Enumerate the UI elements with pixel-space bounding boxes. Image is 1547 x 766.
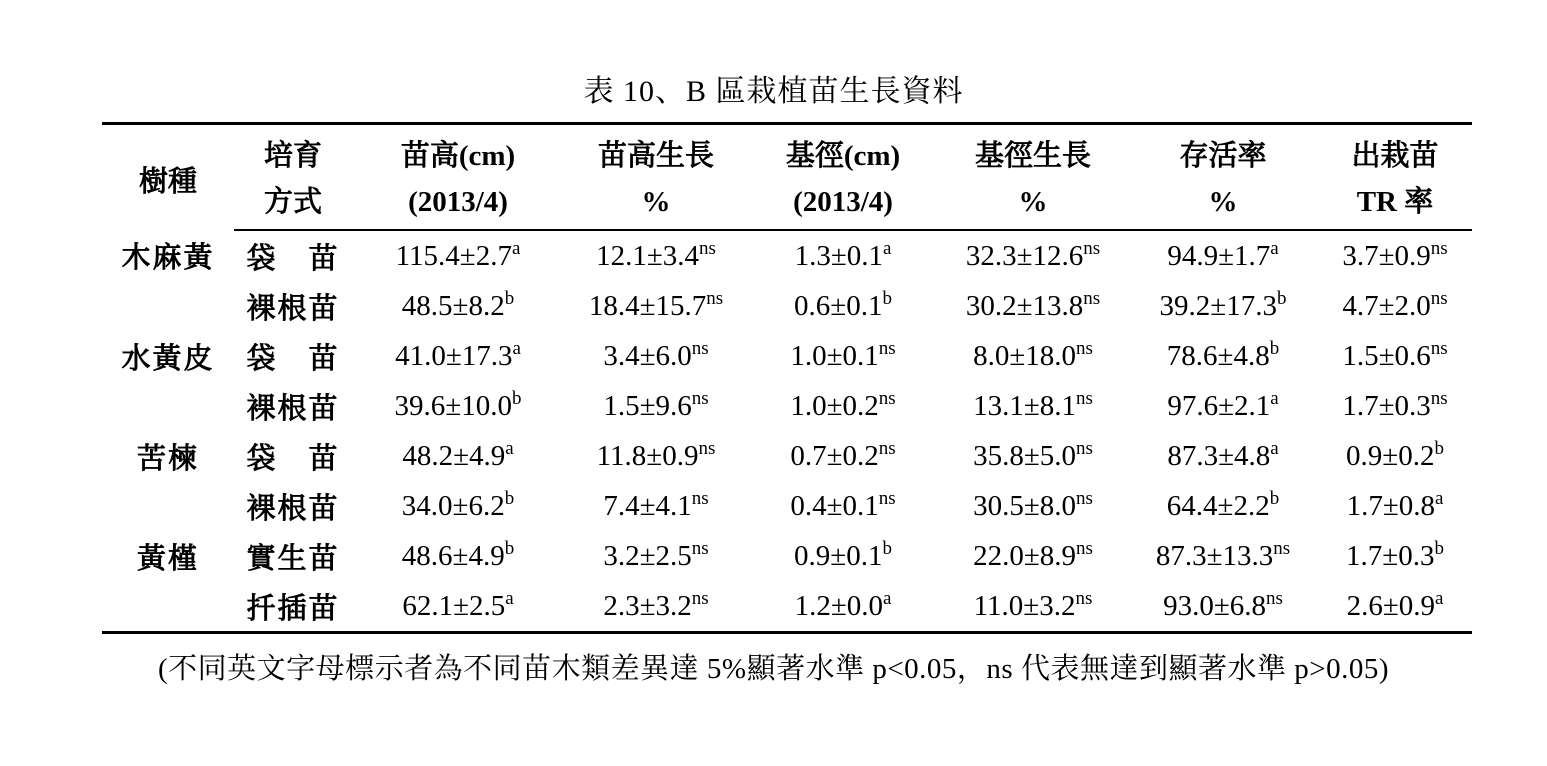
cell-height-value: 48.6±4.9	[401, 539, 505, 572]
cell-diameter-growth-value: 22.0±8.9	[973, 539, 1076, 572]
cell-survival	[1128, 481, 1318, 531]
cell-height-growth-value: 12.1±3.4	[596, 239, 699, 272]
cell-height	[352, 481, 564, 531]
header-height-line2: (2013/4)	[352, 179, 564, 230]
cell-diameter-growth-significance: ns	[1076, 337, 1093, 359]
cell-diameter	[748, 381, 938, 431]
cell-height-value: 48.2±4.9	[402, 439, 506, 472]
header-species: 樹種	[102, 124, 234, 231]
cell-height-significance: a	[512, 337, 521, 359]
cell-tr	[1318, 230, 1472, 281]
cell-height	[352, 581, 564, 633]
cell-species	[102, 481, 234, 531]
cell-height-growth	[564, 381, 748, 431]
header-survival-line2: %	[1128, 179, 1318, 230]
header-tr-line1: 出栽苗	[1318, 124, 1472, 180]
cell-diameter-value: 1.0±0.2	[790, 389, 879, 422]
cell-height-growth-significance: ns	[698, 437, 716, 459]
header-height-line1: 苗高(cm)	[352, 124, 564, 180]
cell-height-significance: a	[511, 237, 521, 259]
cell-survival-value: 39.2±17.3	[1159, 289, 1277, 322]
cell-diameter-value: 1.3±0.1	[794, 239, 883, 272]
cell-height-growth-value: 11.8±0.9	[596, 439, 699, 472]
cell-height-growth-significance: ns	[691, 587, 709, 609]
cell-survival-value: 87.3±13.3	[1155, 539, 1274, 572]
cell-survival-significance: ns	[1273, 537, 1291, 559]
table-caption: 表 10、B 區栽植苗生長資料	[583, 75, 964, 108]
cell-height-growth-significance: ns	[691, 537, 709, 559]
cell-height-growth-significance: ns	[691, 337, 709, 359]
cell-diameter-growth	[938, 281, 1128, 331]
growth-data-table-container	[102, 122, 1472, 634]
cell-diameter-growth-significance: ns	[1076, 387, 1093, 409]
cell-survival-value: 64.4±2.2	[1166, 489, 1270, 522]
header-diameter-line2: (2013/4)	[748, 179, 938, 230]
cell-height-growth	[564, 230, 748, 281]
cell-diameter-value: 0.4±0.1	[790, 489, 879, 522]
cell-tr-value: 4.7±2.0	[1342, 289, 1431, 322]
cell-diameter	[748, 431, 938, 481]
cell-survival-significance: a	[1270, 387, 1279, 409]
cell-diameter-growth-value: 11.0±3.2	[973, 589, 1076, 622]
header-diameter-growth-line2: %	[938, 179, 1128, 230]
cell-tr-value: 1.7±0.3	[1342, 389, 1431, 422]
table-header	[102, 124, 1472, 231]
cell-diameter	[748, 481, 938, 531]
cell-tr-significance: ns	[1430, 237, 1448, 259]
cell-survival	[1128, 281, 1318, 331]
cell-survival-significance: a	[1270, 237, 1279, 259]
cell-diameter	[748, 581, 938, 633]
cell-survival-significance: ns	[1266, 587, 1283, 609]
cell-diameter-growth-value: 35.8±5.0	[973, 439, 1076, 472]
cell-diameter-significance: ns	[878, 337, 896, 359]
cell-diameter-growth-value: 32.3±12.6	[965, 239, 1084, 272]
cell-height-growth-value: 1.5±9.6	[603, 389, 692, 422]
cell-diameter-growth-value: 30.5±8.0	[973, 489, 1076, 522]
cell-survival-value: 94.9±1.7	[1167, 239, 1271, 272]
cell-diameter	[748, 331, 938, 381]
table-body	[102, 230, 1472, 633]
cell-tr-value: 2.6±0.9	[1346, 589, 1435, 622]
table-row	[102, 581, 1472, 633]
cell-diameter-growth-significance: ns	[1075, 587, 1093, 609]
cell-diameter-significance: ns	[878, 387, 896, 409]
cell-diameter-growth-value: 13.1±8.1	[973, 389, 1076, 422]
cell-survival-value: 93.0±6.8	[1163, 589, 1266, 622]
header-tr-line2: TR 率	[1318, 179, 1472, 230]
cell-tr-significance: a	[1434, 487, 1444, 509]
cell-height-growth-value: 3.2±2.5	[603, 539, 692, 572]
cell-tr-significance: ns	[1430, 287, 1448, 309]
cell-diameter-growth-value: 30.2±13.8	[965, 289, 1084, 322]
cell-height-growth	[564, 331, 748, 381]
cell-diameter-growth	[938, 481, 1128, 531]
cell-method: 裸根苗	[246, 392, 340, 425]
table-row	[102, 230, 1472, 281]
cell-diameter-growth	[938, 230, 1128, 281]
cell-method: 袋 苗	[246, 242, 340, 275]
table-row	[102, 481, 1472, 531]
cell-species: 苦楝	[136, 442, 199, 475]
cell-survival-significance: b	[1276, 287, 1287, 309]
cell-height-growth-value: 7.4±4.1	[603, 489, 692, 522]
cell-method: 扦插苗	[234, 581, 352, 633]
cell-tr	[1318, 281, 1472, 331]
cell-height-value: 34.0±6.2	[401, 489, 505, 522]
cell-height-significance: a	[505, 587, 514, 609]
cell-tr-significance: ns	[1430, 387, 1448, 409]
cell-diameter-growth	[938, 531, 1128, 581]
cell-survival	[1128, 331, 1318, 381]
cell-height-significance: b	[504, 537, 515, 559]
cell-diameter-value: 0.9±0.1	[794, 539, 883, 572]
cell-height-growth	[564, 431, 748, 481]
cell-height-growth-significance: ns	[706, 287, 724, 309]
table-footnote: (不同英文字母標示者為不同苗木類差異達 5%顯著水準 p<0.05，ns 代表無達到顯著水準 p>0.05)	[158, 653, 1389, 685]
cell-height-growth-value: 3.4±6.0	[603, 339, 692, 372]
cell-species	[102, 381, 234, 431]
cell-diameter-significance: a	[882, 587, 892, 609]
header-diameter-growth-line1: 基徑生長	[938, 124, 1128, 180]
cell-species: 水黃皮	[121, 342, 215, 375]
cell-tr	[1318, 381, 1472, 431]
cell-height-value: 48.5±8.2	[401, 289, 505, 322]
cell-height-significance: b	[504, 487, 515, 509]
cell-height-value: 41.0±17.3	[395, 339, 513, 372]
cell-height-significance: a	[505, 437, 514, 459]
cell-tr-value: 1.5±0.6	[1342, 339, 1431, 372]
cell-survival	[1128, 581, 1318, 633]
cell-tr-value: 1.7±0.8	[1346, 489, 1435, 522]
cell-height-growth	[564, 581, 748, 633]
cell-tr-significance: b	[1434, 537, 1444, 559]
cell-height	[352, 531, 564, 581]
cell-diameter-growth	[938, 381, 1128, 431]
cell-survival-significance: b	[1269, 487, 1280, 509]
cell-diameter-value: 0.7±0.2	[790, 439, 879, 472]
cell-diameter-growth-significance: ns	[1076, 437, 1093, 459]
growth-data-table	[102, 122, 1472, 634]
cell-survival-significance: b	[1269, 337, 1280, 359]
cell-height	[352, 281, 564, 331]
cell-tr-value: 1.7±0.3	[1346, 539, 1435, 572]
cell-species: 木麻黃	[121, 242, 215, 274]
cell-survival-value: 87.3±4.8	[1167, 439, 1271, 472]
header-method-line1: 培育	[234, 124, 352, 180]
header-height-growth-line1: 苗高生長	[564, 124, 748, 180]
cell-diameter-significance: b	[882, 537, 892, 559]
cell-height-growth-value: 18.4±15.7	[588, 289, 707, 322]
cell-survival	[1128, 230, 1318, 281]
cell-height-value: 39.6±10.0	[394, 389, 512, 422]
cell-survival	[1128, 531, 1318, 581]
cell-method: 袋 苗	[246, 342, 340, 375]
cell-method: 實生苗	[246, 542, 340, 575]
table-row	[102, 331, 1472, 381]
cell-tr-significance: b	[1434, 437, 1444, 459]
cell-method: 裸根苗	[246, 292, 340, 325]
cell-diameter-growth-significance: ns	[1076, 487, 1093, 509]
header-row-2	[102, 179, 1472, 230]
cell-height-growth	[564, 481, 748, 531]
cell-height-growth-significance: ns	[699, 237, 716, 259]
cell-height-significance: b	[504, 287, 515, 309]
cell-diameter-value: 1.2±0.0	[794, 589, 883, 622]
cell-diameter-significance: a	[882, 237, 892, 259]
cell-survival-value: 97.6±2.1	[1167, 389, 1271, 422]
cell-diameter-significance: b	[882, 287, 892, 309]
header-row-1	[102, 124, 1472, 180]
cell-survival-significance: a	[1270, 437, 1279, 459]
cell-height	[352, 381, 564, 431]
cell-diameter-value: 1.0±0.1	[790, 339, 879, 372]
cell-species: 黃槿	[136, 542, 199, 575]
table-row	[102, 431, 1472, 481]
cell-diameter	[748, 281, 938, 331]
cell-diameter-growth-significance: ns	[1083, 237, 1101, 259]
cell-height-value: 115.4±2.7	[395, 239, 512, 272]
cell-diameter-growth-significance: ns	[1076, 537, 1093, 559]
cell-tr-significance: ns	[1430, 337, 1448, 359]
cell-survival	[1128, 381, 1318, 431]
cell-survival	[1128, 431, 1318, 481]
cell-species	[102, 281, 234, 331]
cell-diameter-growth	[938, 431, 1128, 481]
header-height-growth-line2: %	[564, 179, 748, 230]
cell-tr-value: 0.9±0.2	[1346, 439, 1435, 472]
cell-height-value: 62.1±2.5	[402, 589, 506, 622]
cell-tr	[1318, 581, 1472, 633]
cell-height-growth-significance: ns	[691, 387, 709, 409]
cell-height	[352, 331, 564, 381]
cell-tr	[1318, 481, 1472, 531]
table-row	[102, 381, 1472, 431]
cell-tr	[1318, 331, 1472, 381]
cell-diameter-growth	[938, 331, 1128, 381]
cell-height-growth	[564, 281, 748, 331]
cell-tr	[1318, 531, 1472, 581]
cell-height-growth	[564, 531, 748, 581]
header-survival-line1: 存活率	[1128, 124, 1318, 180]
table-row	[102, 531, 1472, 581]
cell-diameter-growth	[938, 581, 1128, 633]
cell-tr-value: 3.7±0.9	[1342, 239, 1431, 272]
cell-height	[352, 230, 564, 281]
cell-diameter-significance: ns	[878, 487, 896, 509]
table-row	[102, 281, 1472, 331]
cell-species	[102, 581, 234, 633]
cell-diameter	[748, 230, 938, 281]
cell-height-significance: b	[511, 387, 522, 409]
header-method-line2: 方式	[234, 179, 352, 230]
cell-method: 袋 苗	[246, 442, 340, 475]
cell-height	[352, 431, 564, 481]
cell-survival-value: 78.6±4.8	[1166, 339, 1270, 372]
cell-diameter-growth-value: 8.0±18.0	[973, 339, 1076, 372]
cell-tr	[1318, 431, 1472, 481]
cell-height-growth-significance: ns	[691, 487, 709, 509]
cell-diameter-growth-significance: ns	[1083, 287, 1101, 309]
cell-diameter-significance: ns	[878, 437, 896, 459]
cell-diameter	[748, 531, 938, 581]
cell-method: 裸根苗	[246, 492, 340, 525]
cell-diameter-value: 0.6±0.1	[794, 289, 883, 322]
header-diameter-line1: 基徑(cm)	[748, 124, 938, 180]
cell-tr-significance: a	[1434, 587, 1444, 609]
cell-height-growth-value: 2.3±3.2	[603, 589, 692, 622]
